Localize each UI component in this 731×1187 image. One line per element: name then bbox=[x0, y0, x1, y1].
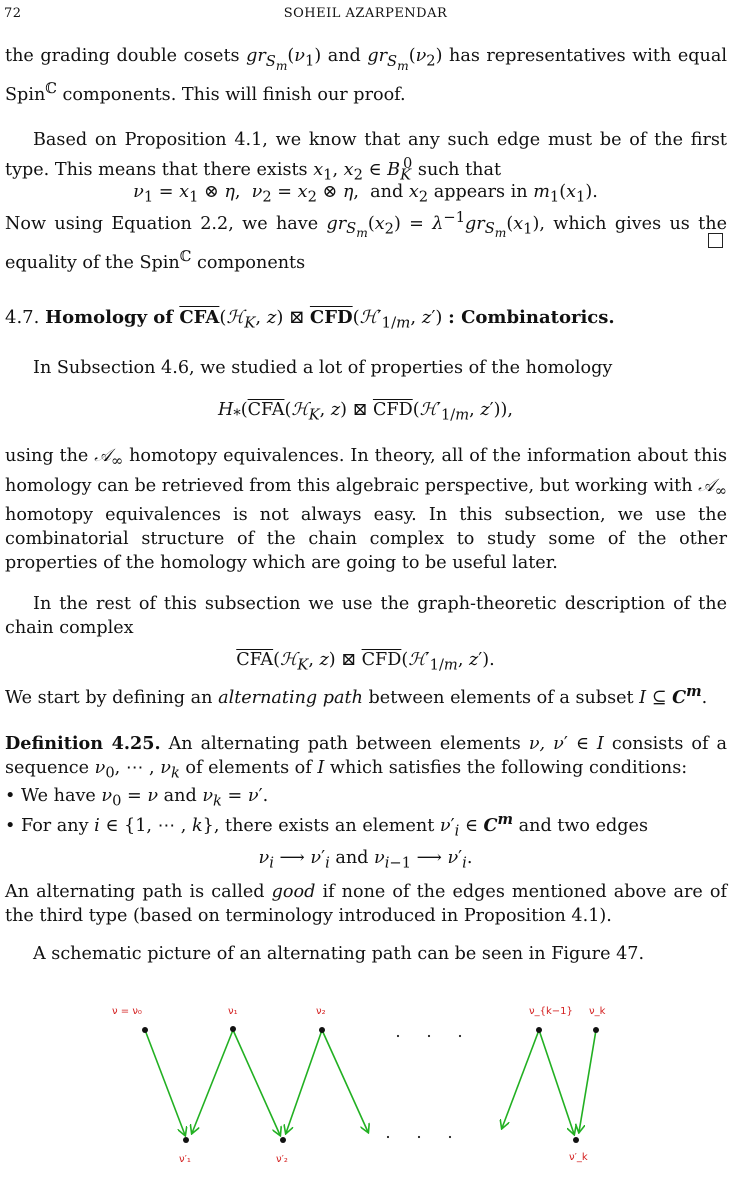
paragraph-3: Now using Equation 2.2, we have $gr_{S_m}(x_2) = \lambda^{-1}gr_{S_m}(x_1)$, which gives us the equality of the Spin$^ℂ$ components bbox=[5, 209, 727, 274]
paragraph-6: In the rest of this subsection we use the graph-theoretic description of the chain complex bbox=[5, 594, 727, 638]
vertex-vk-1 bbox=[536, 1027, 542, 1033]
arrow-v0-v1p bbox=[145, 1030, 185, 1135]
arrow-vk-vkp bbox=[579, 1030, 596, 1132]
paragraph-7: We start by defining an alternating path between elements of a subset I ⊆ $C^m$. bbox=[5, 683, 708, 708]
alternating-path-diagram bbox=[0, 1000, 731, 1187]
paragraph-4: In Subsection 4.6, we studied a lot of properties of the homology bbox=[33, 358, 613, 378]
arrow-vk1-vkp bbox=[539, 1030, 574, 1134]
bullet-2: • For any i ∈ {1, ⋯ , k}, there exists an element $\nu'_i$ ∈ $C^m$ and two edges bbox=[5, 811, 648, 840]
arrows bbox=[145, 1030, 596, 1135]
ellipsis-dots bbox=[387, 1035, 461, 1138]
arrow-v1-v1p bbox=[192, 1030, 233, 1133]
running-header bbox=[0, 6, 731, 26]
running-title: SOHEIL AZARPENDAR bbox=[283, 6, 448, 21]
definition-4-25: Definition 4.25. An alternating path between elements ν, ν′ ∈ I consists of a sequence $\nu_0$, ⋯ , $\nu_k$ of elements of I which satisfies the following conditions: bbox=[5, 733, 728, 782]
paragraph-2: Based on Proposition 4.1, we know that any such edge must be of the first type. This means that there exists $x_1$, $x_2$ ∈ $B_K^0$ such that bbox=[5, 130, 727, 184]
qed-symbol bbox=[708, 233, 723, 248]
arrow-v2-next bbox=[322, 1030, 368, 1132]
equation-1: $\nu_1 = x_1$ ⊗ η, $\nu_2 = x_2$ ⊗ η, and $x_2$ appears in $m_1(x_1)$. bbox=[133, 182, 598, 206]
label-vk-prime: ν′_k bbox=[569, 1152, 588, 1163]
paragraph-8: An alternating path is called good if none of the edges mentioned above are of the third type (based on terminology introduced in Proposition 4.1). bbox=[5, 882, 728, 926]
paragraph-1: the grading double cosets $gr_{S_m}(\nu_1)$ and $gr_{S_m}(\nu_2)$ has representatives with equal Spin$^ℂ$ components. This will finish our proof. bbox=[5, 46, 727, 106]
arrow-vk1-prev bbox=[502, 1030, 539, 1128]
vertex-v1-prime bbox=[183, 1137, 189, 1143]
label-v2: ν₂ bbox=[316, 1006, 326, 1017]
vertex-v1 bbox=[230, 1026, 236, 1032]
label-v0: ν = ν₀ bbox=[112, 1006, 142, 1017]
vertex-vk-prime bbox=[573, 1137, 579, 1143]
label-vk-1: ν_{k−1} bbox=[529, 1006, 573, 1017]
vertex-v2-prime bbox=[280, 1137, 286, 1143]
label-v1-prime: ν′₁ bbox=[179, 1154, 191, 1165]
arrow-v2-v2p bbox=[286, 1030, 322, 1133]
page-number: 72 bbox=[4, 6, 22, 21]
vertex-v0 bbox=[142, 1027, 148, 1033]
definition-label: Definition 4.25. bbox=[5, 733, 161, 754]
section-title: 4.7. Homology of $\overline{CFA}(ℋ_K$, z) ⊠ $\overline{CFD}(ℋ'_{1/m}$, z′) : Combinatorics. bbox=[5, 307, 615, 332]
label-vk: ν_k bbox=[589, 1006, 606, 1017]
arrow-v1-v2p bbox=[233, 1030, 280, 1135]
label-v1: ν₁ bbox=[228, 1006, 238, 1017]
equation-2: $H_*(\overline{CFA}(ℋ_K$, z) ⊠ $\overline{CFD}(ℋ'_{1/m}$, z′)), bbox=[218, 400, 513, 424]
bullet-1: • We have $\nu_0 = \nu$ and $\nu_k = \nu'$. bbox=[5, 786, 269, 810]
vertex-vk bbox=[593, 1027, 599, 1033]
paragraph-5: using the 𝒜$_\infty$ homotopy equivalences. In theory, all of the information about this homology can be retrieved from this algebraic perspective, but working with 𝒜$_\infty$ homotopy equivalences is not always easy. In this subsection, we use the combinatorial structure of the chain complex to study some of the other properties of the homology which are going to be useful later. bbox=[5, 446, 727, 574]
equation-4: $\nu_i$ ⟶ $\nu'_i$ and $\nu_{i-1}$ ⟶ $\nu'_i$. bbox=[258, 848, 473, 872]
paragraph-9: A schematic picture of an alternating path can be seen in Figure 47. bbox=[33, 944, 645, 964]
vertex-v2 bbox=[319, 1027, 325, 1033]
figure-47 bbox=[0, 1000, 731, 1187]
qed-line bbox=[0, 230, 731, 254]
label-v2-prime: ν′₂ bbox=[276, 1154, 288, 1165]
equation-3: $\overline{CFA}(ℋ_K$, z) ⊠ $\overline{CFD}(ℋ'_{1/m}$, z′). bbox=[236, 650, 495, 674]
